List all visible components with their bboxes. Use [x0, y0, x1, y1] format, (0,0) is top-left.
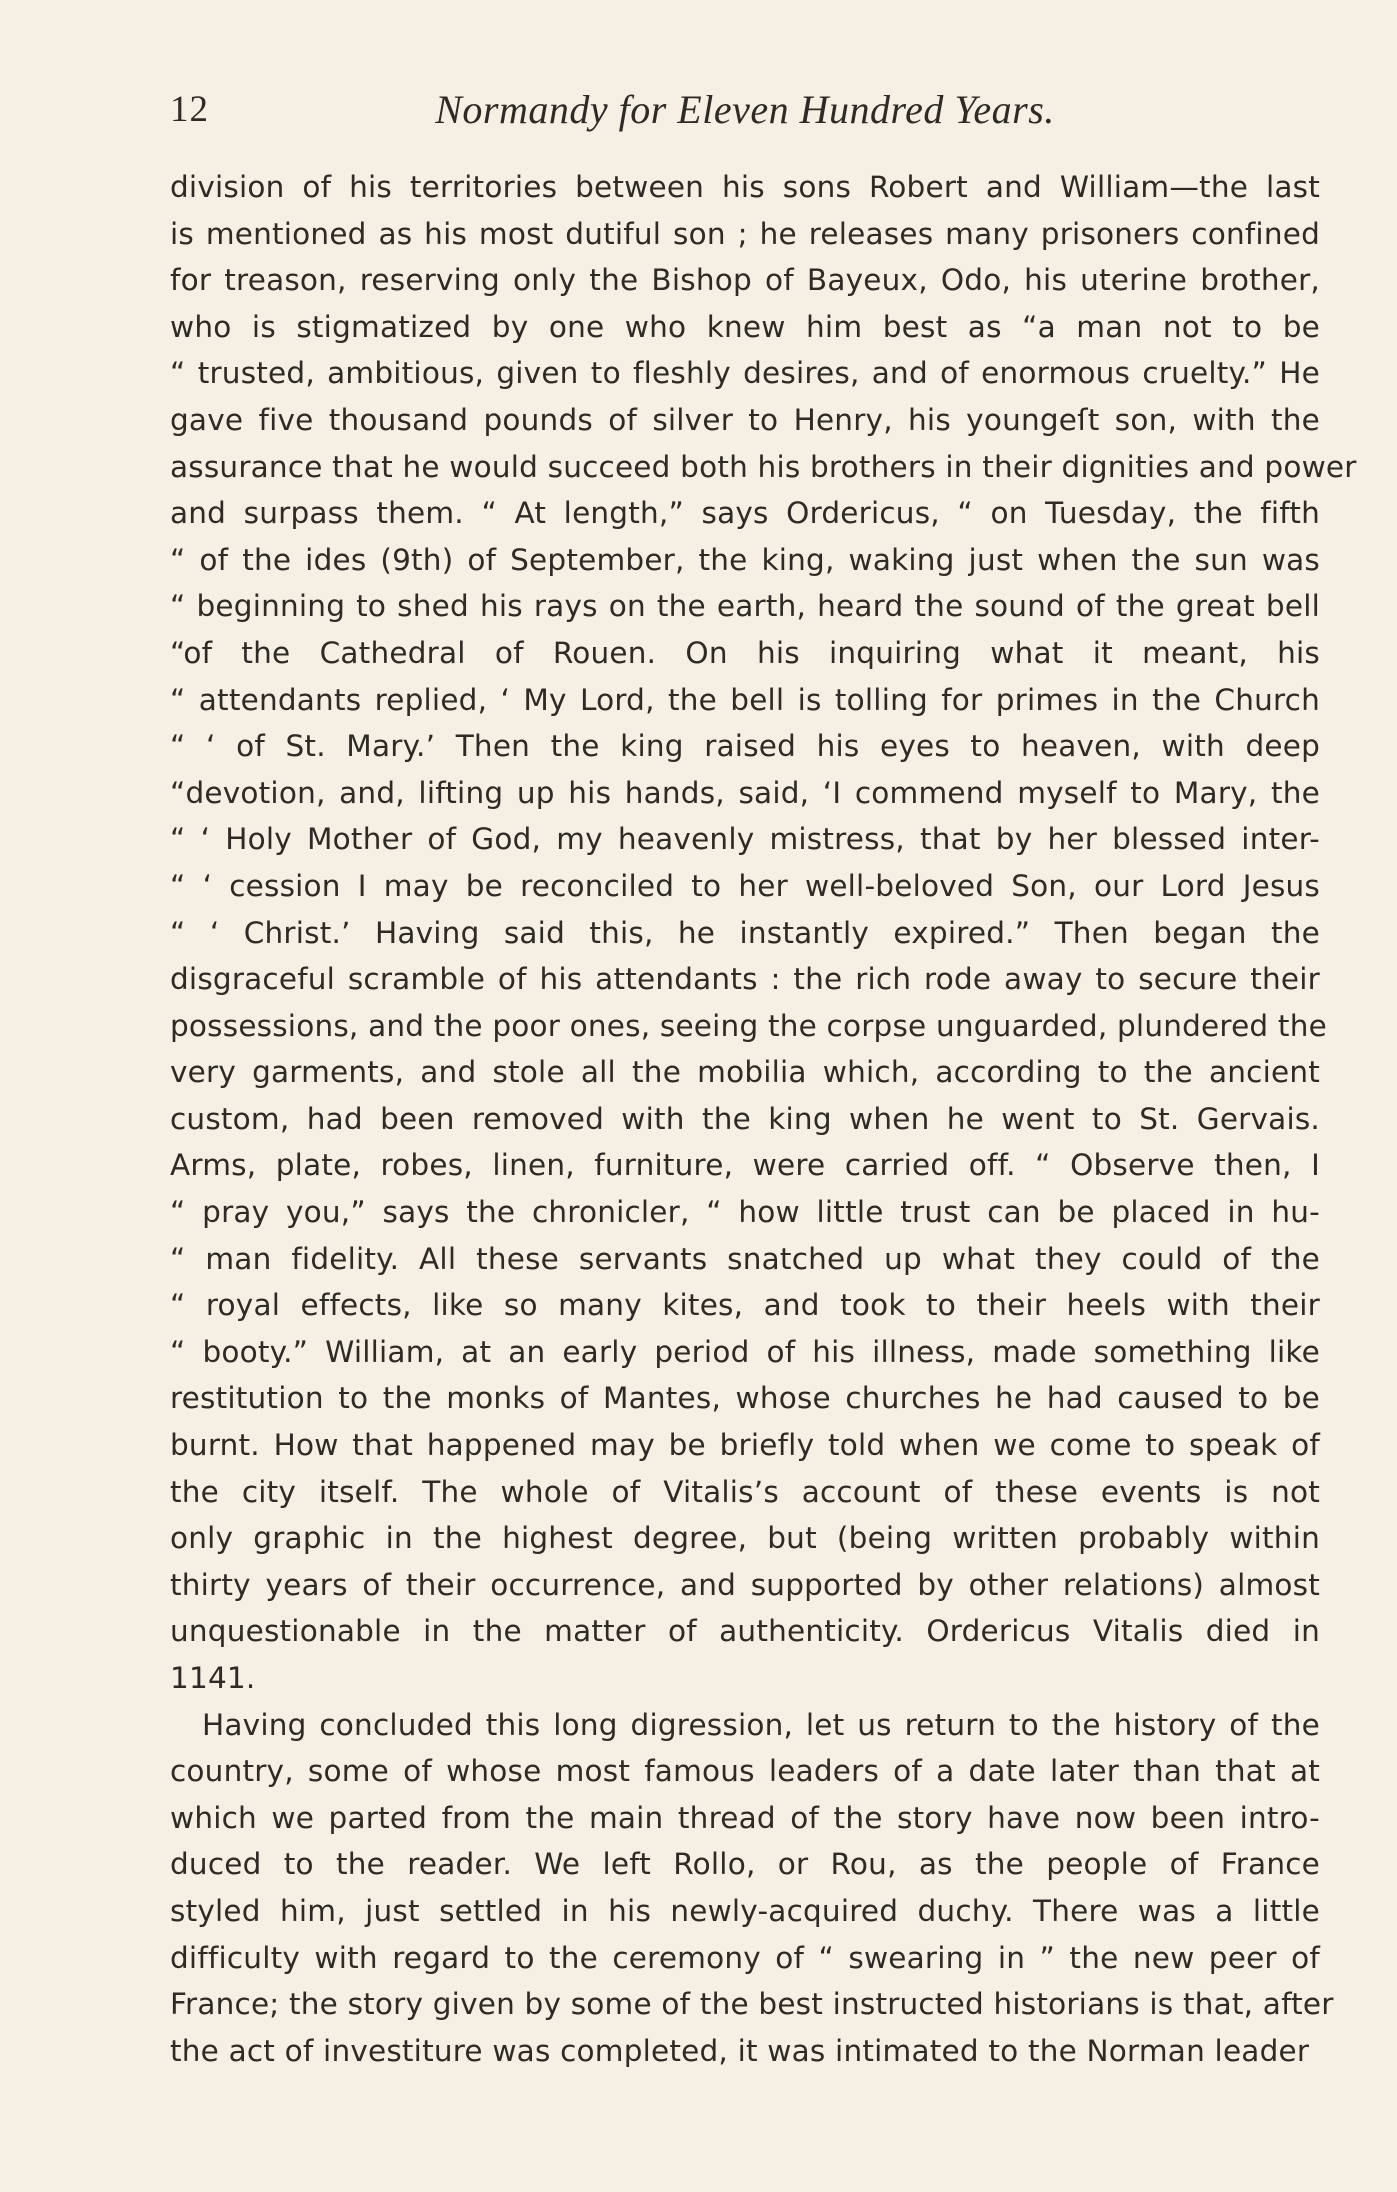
text-line: “devotion, and, lifting up his hands, said, ‘I commend myself to Mary, the: [170, 775, 1320, 810]
text-line: 1141.: [170, 1661, 256, 1695]
text-line: only graphic in the highest degree, but (being written probably within: [170, 1521, 1320, 1556]
text-line: “ attendants replied, ‘ My Lord, the bell is tolling for primes in the Church: [170, 682, 1320, 717]
text-line: thirty years of their occurrence, and supported by other relations) almost: [170, 1567, 1320, 1602]
running-head: [170, 80, 1320, 150]
text-line: “ ‘ of St. Mary.’ Then the king raised his eyes to heaven, with deep: [170, 729, 1320, 764]
text-line: is mentioned as his most dutiful son ; he releases many prisoners confined: [170, 216, 1320, 251]
text-line: “ ‘ Christ.’ Having said this, he instantly expired.” Then began the: [170, 915, 1320, 950]
page-number: 12: [170, 89, 209, 130]
text-line: the act of investiture was completed, it was intimated to the Norman leader: [170, 2033, 1310, 2068]
running-title: Normandy for Eleven Hundred Years.: [435, 87, 1055, 132]
text-line: custom, had been removed with the king when he went to St. Gervais.: [170, 1101, 1320, 1136]
text-line: restitution to the monks of Mantes, whose churches he had caused to be: [170, 1381, 1320, 1416]
text-line: possessions, and the poor ones, seeing the corpse unguarded, plundered the: [170, 1008, 1327, 1043]
text-line: difficulty with regard to the ceremony of “ swearing in ” the new peer of: [170, 1940, 1320, 1975]
text-line: France; the story given by some of the best instructed historians is that, after: [170, 1987, 1334, 2022]
text-line: “ man fidelity. All these servants snatched up what they could of the: [170, 1241, 1320, 1276]
text-line: disgraceful scramble of his attendants : the rich rode away to secure their: [170, 962, 1320, 997]
text-line: for treason, reserving only the Bishop of Bayeux, Odo, his uterine brother,: [170, 263, 1320, 298]
text-line: Having concluded this long digression, let us return to the history of the: [202, 1707, 1320, 1742]
text-line: the city itself. The whole of Vitalis’s account of these events is not: [170, 1474, 1320, 1509]
text-line: “of the Cathedral of Rouen. On his inquiring what it meant, his: [170, 635, 1320, 670]
body-text: [170, 164, 1357, 2074]
text-line: “ royal effects, like so many kites, and took to their heels with their: [170, 1288, 1320, 1323]
text-line: country, some of whose most famous leaders of a date later than that at: [170, 1754, 1320, 1789]
text-line: styled him, just settled in his newly-acquired duchy. There was a little: [170, 1893, 1320, 1928]
text-line: unquestionable in the matter of authenticity. Ordericus Vitalis died in: [170, 1614, 1320, 1649]
text-line: “ ‘ cession I may be reconciled to her well-beloved Son, our Lord Jesus: [170, 868, 1320, 903]
text-line: Arms, plate, robes, linen, furniture, were carried off. “ Observe then, I: [170, 1148, 1320, 1183]
text-line: gave five thousand pounds of silver to Henry, his youngeſt son, with the: [170, 402, 1320, 437]
text-line: “ beginning to shed his rays on the earth, heard the sound of the great bell: [170, 589, 1320, 624]
text-line: duced to the reader. We left Rollo, or Rou, as the people of France: [170, 1847, 1320, 1882]
text-line: which we parted from the main thread of the story have now been intro-: [170, 1800, 1320, 1835]
text-line: very garments, and stole all the mobilia which, according to the ancient: [170, 1055, 1320, 1090]
text-line: and surpass them. “ At length,” says Ordericus, “ on Tuesday, the fifth: [170, 496, 1320, 531]
text-line: “ ‘ Holy Mother of God, my heavenly mistress, that by her blessed inter-: [170, 822, 1320, 857]
text-line: burnt. How that happened may be briefly told when we come to speak of: [170, 1428, 1320, 1463]
text-line: “ trusted, ambitious, given to fleshly desires, and of enormous cruelty.” He: [170, 356, 1320, 391]
text-line: who is stigmatized by one who knew him best as “a man not to be: [170, 309, 1320, 344]
text-line: “ of the ides (9th) of September, the king, waking just when the sun was: [170, 542, 1320, 577]
text-line: assurance that he would succeed both his brothers in their dignities and power: [170, 449, 1357, 484]
book-page: [170, 80, 1357, 2074]
text-line: “ booty.” William, at an early period of his illness, made something like: [170, 1334, 1320, 1369]
text-line: division of his territories between his sons Robert and William—the last: [170, 170, 1320, 204]
text-line: “ pray you,” says the chronicler, “ how little trust can be placed in hu-: [170, 1195, 1320, 1230]
